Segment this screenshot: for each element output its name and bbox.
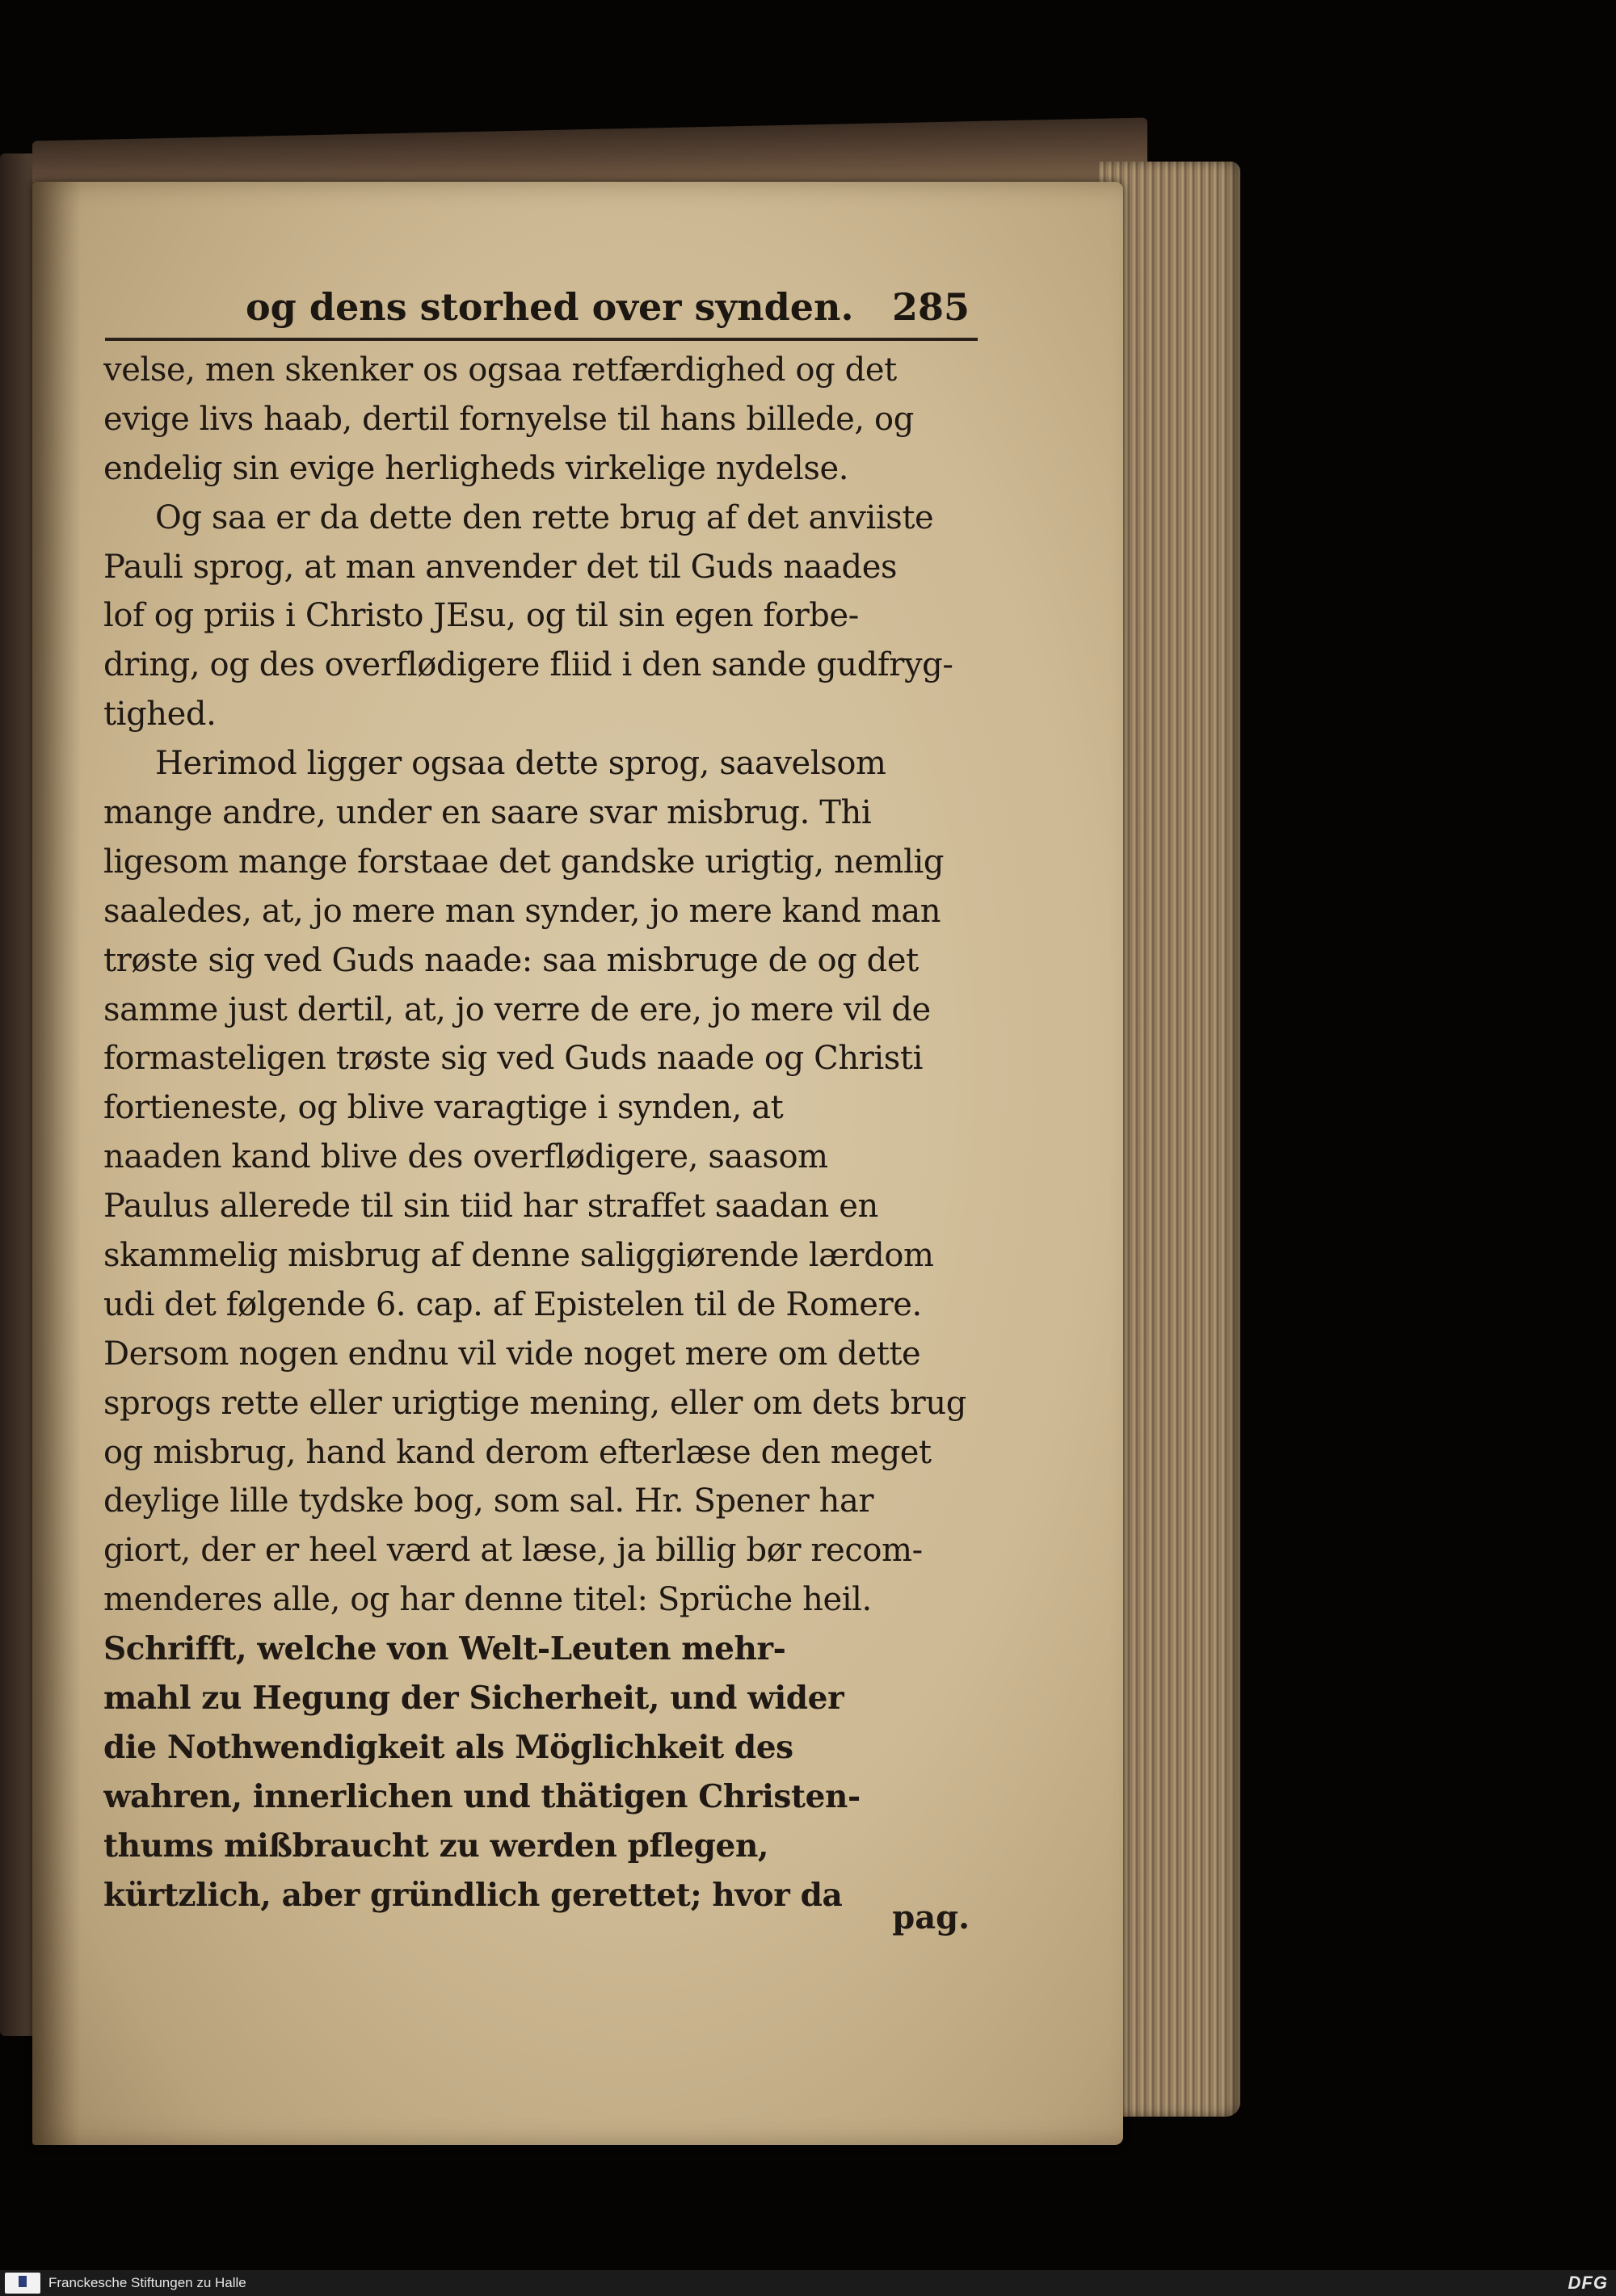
text-line: formasteligen trøste sig ved Guds naade og Christi xyxy=(103,1040,923,1078)
text-line: naaden kand blive des overflødigere, saasom xyxy=(103,1138,828,1176)
header-rule xyxy=(105,338,978,341)
text-line: Dersom nogen endnu vil vide noget mere om dette xyxy=(103,1335,921,1373)
running-title: og dens storhed over synden. xyxy=(246,285,854,329)
body-text xyxy=(103,346,968,1920)
text-line: thums mißbraucht zu werden pflegen, xyxy=(103,1827,769,1865)
text-line: udi det følgende 6. cap. af Epistelen til de Romere. xyxy=(103,1285,922,1323)
dfg-logo: DFG xyxy=(1568,2273,1608,2293)
text-line: trøste sig ved Guds naade: saa misbruge de og det xyxy=(103,941,919,979)
text-line: tighed. xyxy=(103,696,217,734)
text-line: mange andre, under en saare svar misbrug. Thi xyxy=(103,794,872,832)
text-line: lof og priis i Christo JEsu, og til sin egen forbe- xyxy=(103,597,859,635)
text-line: saaledes, at, jo mere man synder, jo mere kand man xyxy=(103,892,941,930)
page-header xyxy=(226,279,970,335)
text-line: evige livs haab, dertil fornyelse til hans billede, og xyxy=(103,400,914,438)
text-line: dring, og des overflødigere fliid i den sande gudfryg- xyxy=(103,646,953,684)
text-line: samme just dertil, at, jo verre de ere, jo mere vil de xyxy=(103,990,931,1028)
text-line: endelig sin evige herligheds virkelige nydelse. xyxy=(103,449,849,487)
institution-name: Franckesche Stiftungen zu Halle xyxy=(48,2275,246,2290)
text-line: skammelig misbrug af denne saliggiørende lærdom xyxy=(103,1237,934,1275)
institution-logo-icon xyxy=(5,2273,40,2294)
text-line: Pauli sprog, at man anvender det til Guds naades xyxy=(103,548,898,586)
text-line: Schrifft, welche von Welt-Leuten mehr- xyxy=(103,1630,786,1668)
text-line: Herimod ligger ogsaa dette sprog, saavelsom xyxy=(155,745,886,783)
text-line: giort, der er heel værd at læse, ja billig bør recom- xyxy=(103,1532,923,1570)
text-line: deylige lille tydske bog, som sal. Hr. Spener har xyxy=(103,1482,874,1520)
text-line: menderes alle, og har denne titel: Sprüche heil. xyxy=(103,1581,872,1619)
text-line: ligesom mange forstaae det gandske urigtig, nemlig xyxy=(103,843,945,881)
text-line: kürtzlich, aber gründlich gerettet; hvor da xyxy=(103,1876,843,1914)
text-line: mahl zu Hegung der Sicherheit, und wider xyxy=(103,1680,844,1718)
text-line: velse, men skenker os ogsaa retfærdighed og det xyxy=(103,351,897,389)
text-line: Og saa er da dette den rette brug af det anviiste xyxy=(155,498,934,536)
catchword: pag. xyxy=(892,1899,970,1936)
text-line: og misbrug, hand kand derom efterlæse den meget xyxy=(103,1433,932,1471)
text-line: fortieneste, og blive varagtige i synden, at xyxy=(103,1089,784,1127)
text-line: die Nothwendigkeit als Möglichkeit des xyxy=(103,1728,793,1766)
text-line: Paulus allerede til sin tiid har straffet saadan en xyxy=(103,1188,878,1226)
viewer-footer xyxy=(0,2270,1616,2296)
page-number: 285 xyxy=(891,285,970,329)
spine-shadow xyxy=(32,182,81,2145)
text-line: wahren, innerlichen und thätigen Christen- xyxy=(103,1777,861,1815)
text-line: sprogs rette eller urigtige mening, eller om dets brug xyxy=(103,1384,966,1422)
